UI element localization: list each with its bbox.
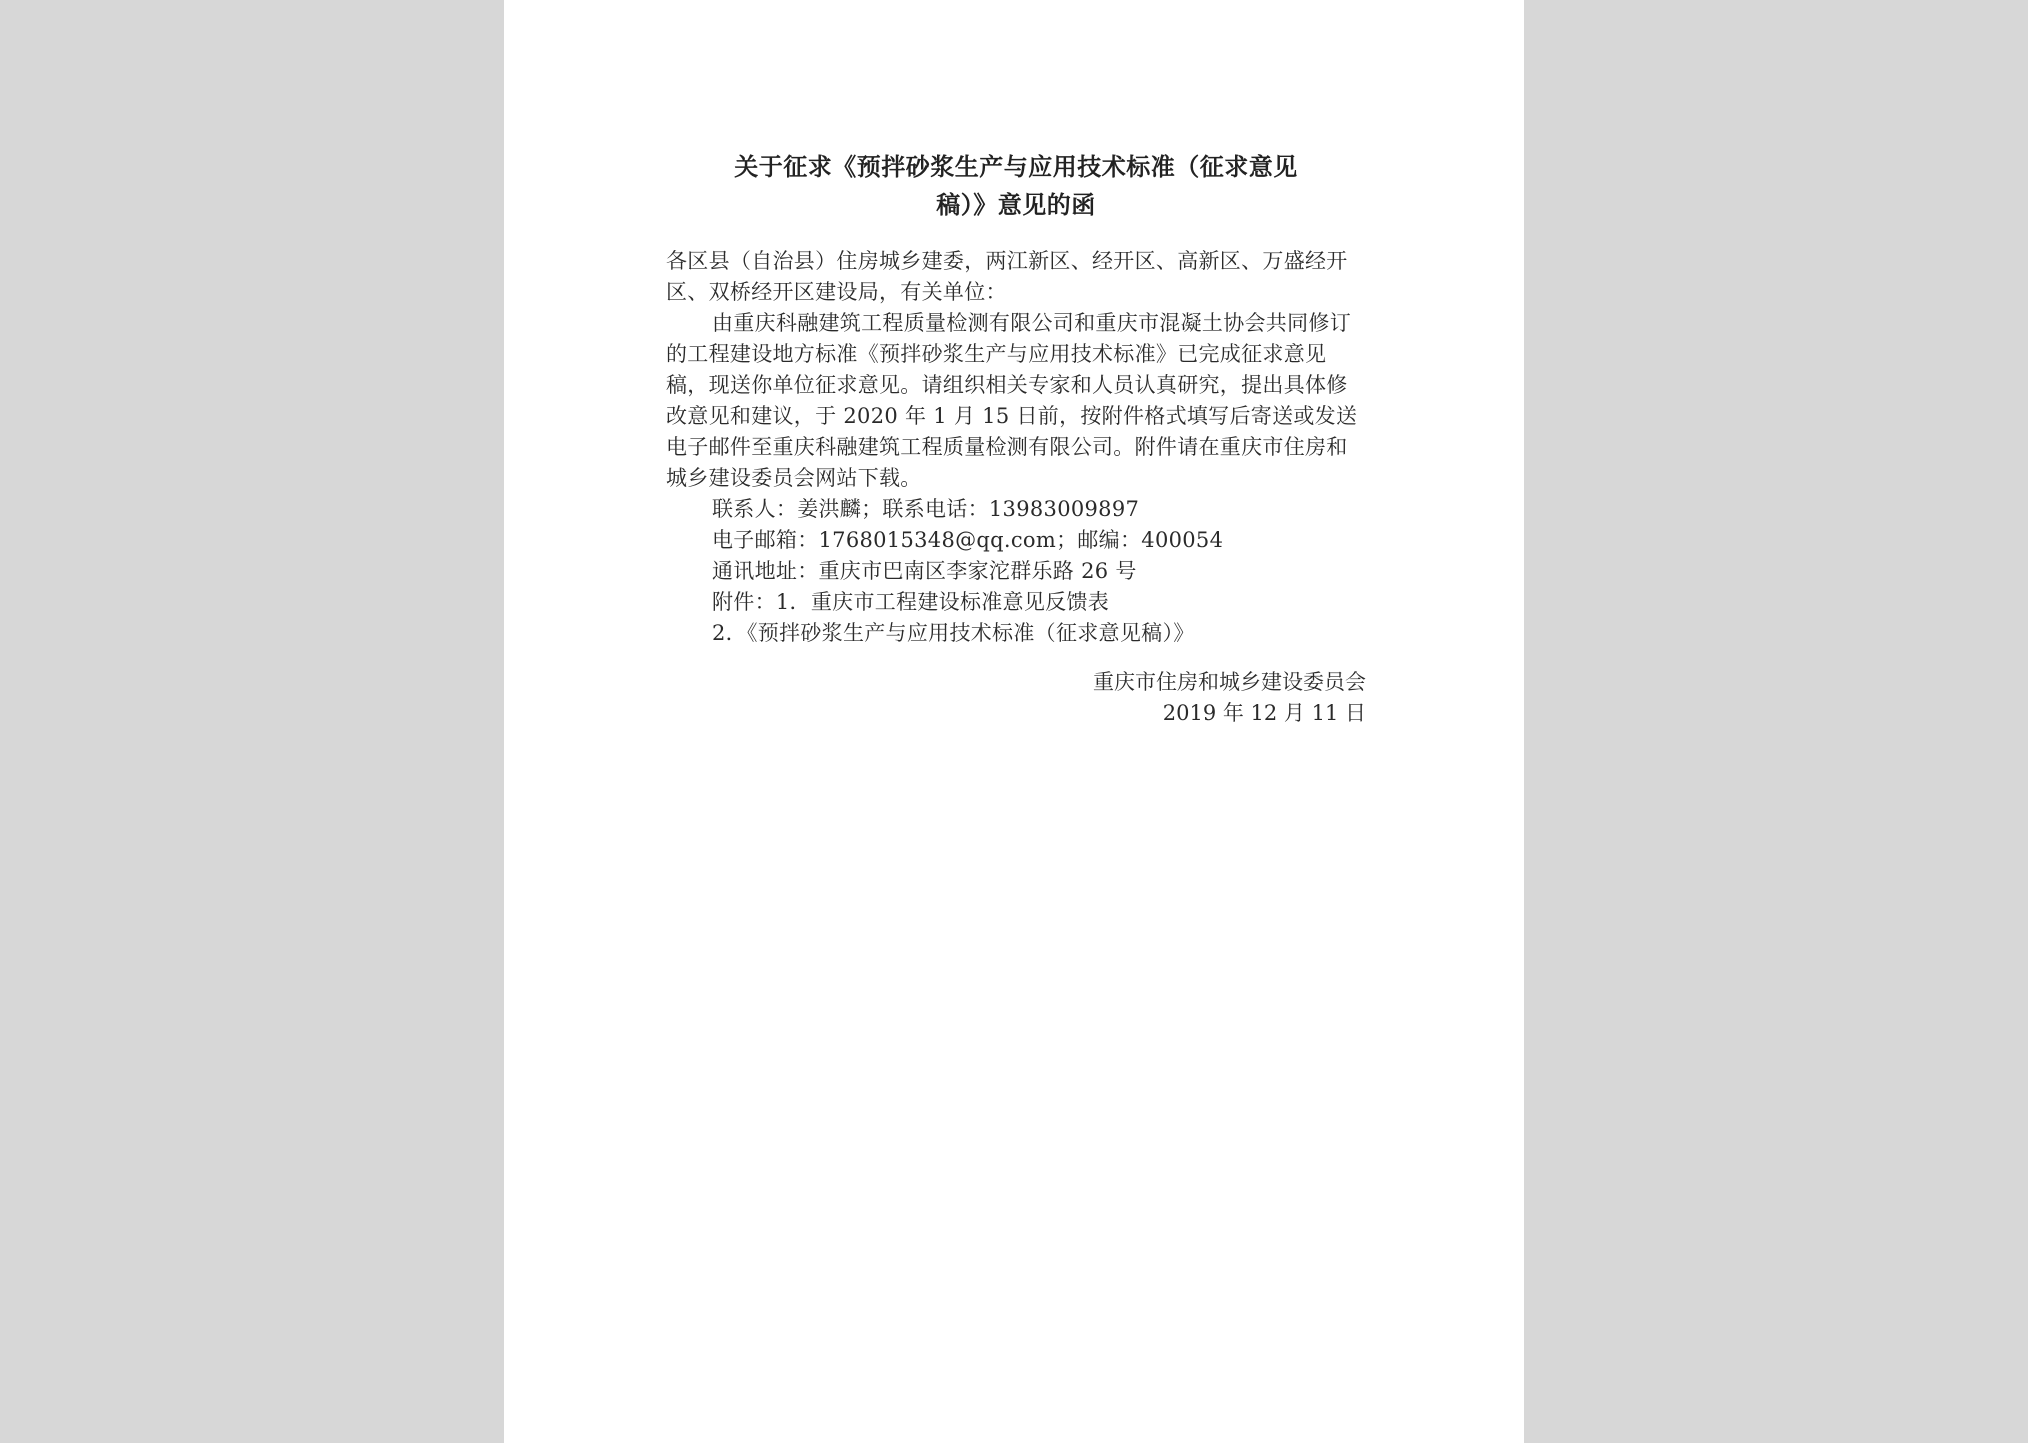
body-paragraph: 由重庆科融建筑工程质量检测有限公司和重庆市混凝土协会共同修订的工程建设地方标准《预拌砂浆生产与应用技术标准》已完成征求意见稿，现送你单位征求意见。请组织相关专家和人员认真研究，提出具体修改意见和建议，于 2020 年 1 月 15 日前，按附件格式填写后寄送或发送电子邮件至重庆科融建筑工程质量检测有限公司。附件请在重庆市住房和城乡建设委员会网站下载。 — [666, 311, 1358, 490]
attachment-item-1: 附件：1．重庆市工程建设标准意见反馈表 — [712, 590, 1110, 614]
mailing-address: 通讯地址：重庆市巴南区李家沱群乐路 26 号 — [712, 559, 1137, 583]
contact-person: 联系人：姜洪麟；联系电话：13983009897 — [712, 497, 1140, 521]
signature-block — [666, 667, 1366, 729]
contact-email: 电子邮箱：1768015348@qq.com；邮编：400054 — [712, 528, 1224, 552]
title-line-1: 关于征求《预拌砂浆生产与应用技术标准（征求意见 — [734, 153, 1298, 181]
addressee: 各区县（自治县）住房城乡建委，两江新区、经开区、高新区、万盛经开区、双桥经开区建设局，有关单位： — [666, 249, 1348, 304]
attachment-item-2: 2．《预拌砂浆生产与应用技术标准（征求意见稿）》 — [712, 621, 1195, 645]
document-content — [666, 148, 1366, 729]
document-page — [504, 0, 1524, 1443]
issue-date: 2019 年 12 月 11 日 — [1162, 701, 1366, 725]
title-line-2: 稿）》意见的函 — [936, 191, 1096, 219]
document-title — [666, 148, 1366, 224]
sender-name: 重庆市住房和城乡建设委员会 — [1093, 670, 1366, 694]
letter-body — [666, 246, 1366, 649]
